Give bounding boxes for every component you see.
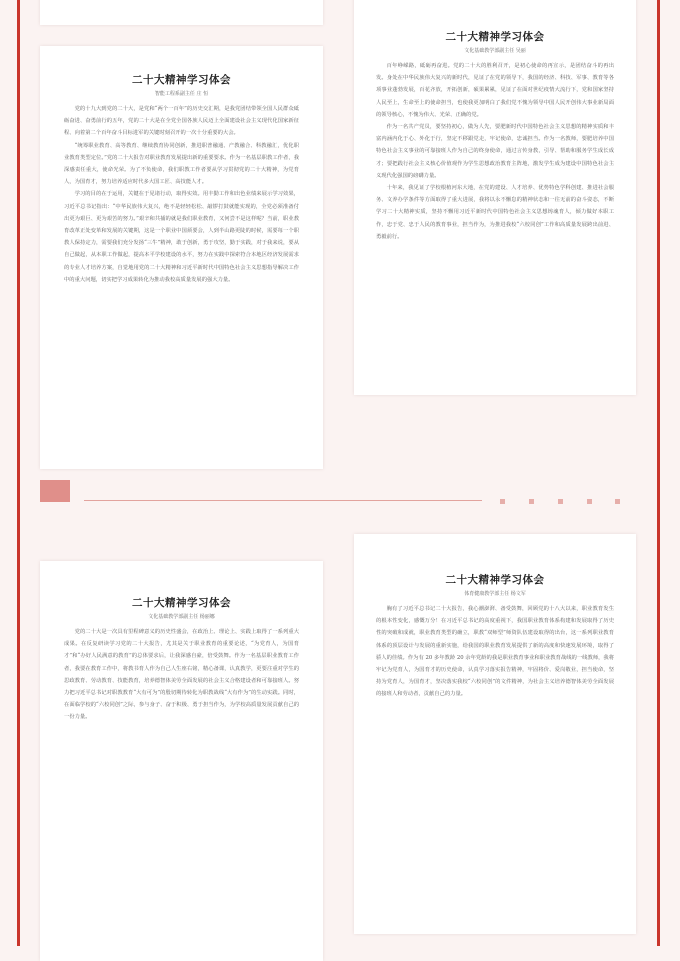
page-author: 文化基础教学部副主任 吴丽 xyxy=(464,48,526,54)
page-title: 二十大精神学习体会 xyxy=(132,597,231,609)
document-page xyxy=(354,0,636,395)
paragraph: 党的十九大到党的二十大，是党和“两个一百年”的历史交汇期，是我党团结带领全国人民群众砥砺奋进、奋勇前行的五年，党的二十大是在全党全国各族人民迈上全面建设社会主义现代化国家新征程、向着第二个百年奋斗目标进军的关键时刻召开的一次十分重要的大会。 xyxy=(64,106,299,137)
paragraph: 十年来，我见证了学校根植河东大地，在党的建设、人才培养、优势特色学科创建、推进社会服务、文养办学条件等方面取得了重大进展，我将以永不懈怠的精神状态和一往无前的奋斗姿态，不断学习二十大精神实质，坚持不懈用习近平新时代中国特色社会主义思想铸魂育人，倾力做好本职工作，忠于党、忠于人民的教育事业，担当作为，为推进我校“六校同创”工作和高质量发展跨出前进、勇毅前行。 xyxy=(376,185,614,240)
divider-dot xyxy=(615,499,620,504)
divider-dot xyxy=(558,499,563,504)
page-title: 二十大精神学习体会 xyxy=(132,74,231,86)
paragraph: 学习的目的在于运用，关键在于见诸行动，取得实效。用丰勤工作和出色业绩来展示学习效果，习近平总书记指出：“中华民族伟大复兴，绝不是轻轻松松、敲锣打鼓就能实现的，全党必须准备付出更为艰巨、更为艰苦的努力。”艰辛和共捕的就是我们职业教育，又何尝不是这样呢？当前，职业教育改革正处变革和发展的关键期，这是一个职业中国须要会，人到半山路更陡的时候，需要每一个职教人保持定力，需要我们充分发扬“三牛”精神，敢于创新，勇于攻坚，勤于实践，对于我来说，要从自己做起，从本职工作做起，提高本平学校建设的水平，努力在实践中探索符合本地区经济发展需求的专业人才培养方案，自觉地用党的二十大精神和习近平新时代中国特色社会主义思想指导解决工作中的重大问题，切实把学习成果转化为推动我校高质量发展的强大力量。 xyxy=(64,191,299,283)
page-author: 智能工程系副主任 庄 恒 xyxy=(154,91,209,97)
page-title: 二十大精神学习体会 xyxy=(445,31,545,43)
page-title: 二十大精神学习体会 xyxy=(445,574,545,586)
document-page xyxy=(40,46,323,469)
page-author: 体育健康教学部主任 杨文军 xyxy=(464,591,526,597)
paragraph: 作为一名共产党员，要坚持初心，做为人先，要肥新时代中国特色社会主义思想的精神实质和丰富内涵内化于心、外化于行，坚定不移跟党走，牢记使命，忠诚担当。作为一名教师，要肥培养中国特色社会主义事业的可靠接班人作为自己的终身使命，通过言传身教，引导、帮助和服务学生成长成才；要把践行社会主义核心价值观作为学生思想政治教育主阵地，激发学生成为建设中国特色社会主义现代化强国的磅礴力量。 xyxy=(376,124,614,179)
divider-dot xyxy=(587,499,592,504)
paragraph: 胸有了习近平总书记二十大报告，我心潮澎湃、备受鼓舞，回顾党的十八大以来，职业教育发生的根本性变化，感慨万分！在习近平总书记的高度重视下，我国职业教育体系构建和发展取得了历史性的突破和成就，职业教育类型的确立，职教“双师型”师资队伍建设取得的出台，这一系列职业教育体系的顶层设计与发展的重新实施，给我国的职业教育发展提供了新的高度和快速发展环境，取得了骄人的佳绩。作为有 20 多年教龄 20 余年党龄的我是职业教育事业和职业教育战线的一线教师，我将牢记为党育人，为国育才的历史使命，认真学习落实报告精神，牢固将价、爱岗敬业，担当使命，坚持为党育人，为国育才，坚决落实我校“六校同创”的文件精神，为社会主义培养德智体美劳全面发展的接班人和劳动者，贡献自己的力量。 xyxy=(376,606,614,698)
page-author: 文化基础教学部副主任 杨丽娜 xyxy=(148,614,215,620)
document-page-partial xyxy=(40,0,323,25)
divider-dot xyxy=(529,499,534,504)
divider-accent-block xyxy=(40,480,70,502)
divider-dot xyxy=(500,499,505,504)
paragraph: 百年峥嵘路，砥砺再奋进。党的二十大的胜利召开，是初心使命的再宣示，是团结奋斗的再出发。身处在中华民族伟大复兴的新时代，见证了在党的领导下，我国的经济、科技、军事、教育等各项事业蓬勃发展，百花齐放，开拓创新，硕果累累，见证了在面对世纪疫情大流行下，党和国家坚持人民至上，生命至上的使命担当，也使我更加明白了我们党不愧为领导中国人民开创伟大事业新局面的领导核心，不愧为伟大、光荣、正确的党。 xyxy=(376,63,614,118)
paragraph: 党的二十大是一次具有里程碑意义的历史性盛会，在政治上、理论上、实践上取得了一系列重大成果。在反复研读学习党的二十大报告，尤其是关于职业教育的重要论述，“为党育人，为国育才”和“办好人民满意的教育”的总体要求后，让我深感自豪，倍受鼓舞。作为一名基层职业教育工作者，我要在教育工作中，将教书育人作为自己人生座右铭，精心备课，认真教学，更要注重对学生的思政教育、劳动教育、技能教育，培养德智体美劳全面发展的社会主义合格建设者和可靠接班人。努力把习近平总书记对职教教育“大有可为”的殷切期待转化为职教战线“大有作为”的生动实践。同时，在面临学校的“六校同创”之际，参与身子、奋于积极、勇于担当作为，为学校高质量发展贡献自己的一份力量。 xyxy=(64,629,299,721)
frame-left-border xyxy=(17,0,20,946)
document-page xyxy=(354,534,636,934)
divider-line xyxy=(84,500,482,501)
paragraph: “统筹职业教育、高等教育、继续教育协同创新，推进职普融通、产教融合、科教融汇，优化职业教育类型定位。”党的二十大报告对职业教育发展提出新的重要要求。作为一名基层职教工作者，我深感责任重大，使命光荣。为了不负使命，我们职教工作者要从学习贯彻党的二十大精神，为党育人，为国育才，努力培养适应时代多大国工匠、高技能人才。 xyxy=(64,142,299,186)
frame-right-border xyxy=(657,0,660,946)
document-page xyxy=(40,561,323,961)
